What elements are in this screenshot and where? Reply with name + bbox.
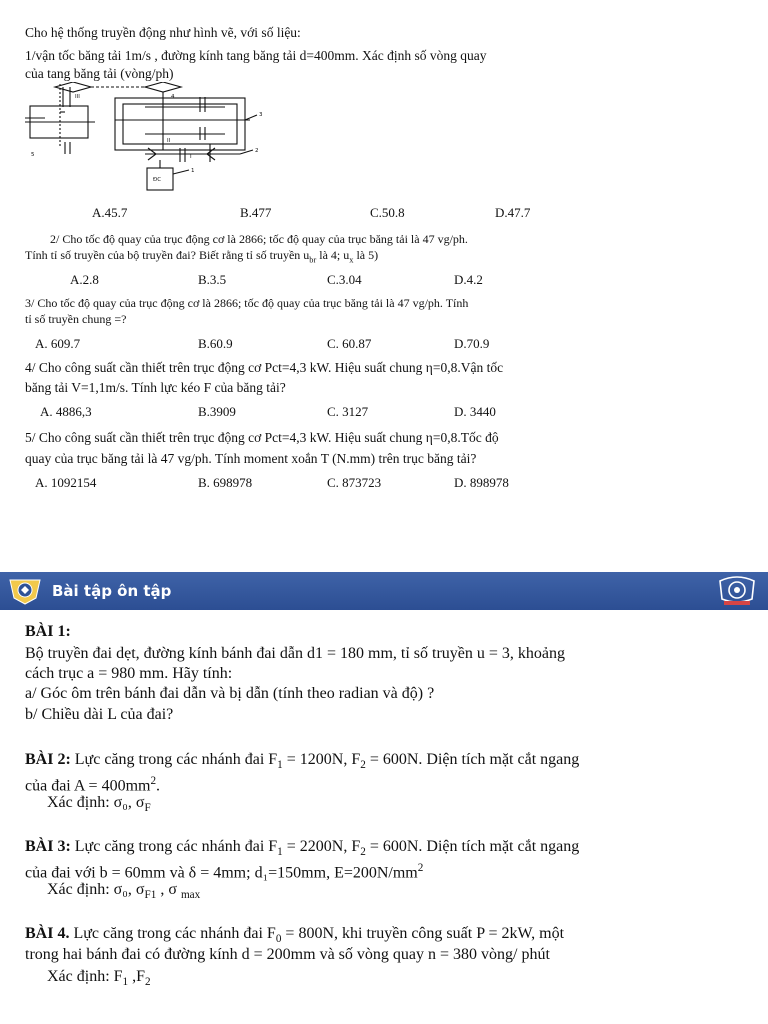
q4-option-d[interactable]: D. 3440 <box>454 404 496 419</box>
q5-option-a[interactable]: A. 1092154 <box>35 475 97 490</box>
q5-text: 5/ Cho công suất cần thiết trên trục động cơ Pct=4,3 kW. Hiệu suất chung η=0,8.Tốc độ <box>25 430 499 445</box>
q3-text: 3/ Cho tốc độ quay của trục động cơ là 2866; tốc độ quay của trục băng tải là 47 vg/ph. Tính <box>25 296 469 310</box>
q2-text: 2/ Cho tốc độ quay của trục động cơ là 2866; tốc độ quay của trục băng tải là 47 vg/ph. <box>50 232 468 246</box>
bai1-heading: BÀI 1: <box>25 623 71 640</box>
q4-text-2: băng tải V=1,1m/s. Tính lực kéo F của băng tải? <box>25 380 286 395</box>
q1-option-d[interactable]: D.47.7 <box>495 205 531 220</box>
q2-text-2: Tính tỉ số truyền của bộ truyền đai? Biết rằng tỉ số truyền $u_{br}$ là 4; $u_x$ là 5) <box>25 248 379 265</box>
diagram-label-i: I <box>190 154 192 160</box>
bai3-text: BÀI 3: Lực căng trong các nhánh đai $F_1 = 2200N$, $F_2 = 600N$. Diện tích mặt cắt ngang <box>25 838 580 859</box>
diagram-label-ii: II <box>167 138 171 144</box>
diagram-label-4: 4 <box>171 94 175 100</box>
brand-logo-icon <box>712 575 762 607</box>
q5-option-d[interactable]: D. 898978 <box>454 475 509 490</box>
q3-option-b[interactable]: B.60.9 <box>198 336 233 351</box>
q3-text-2: tỉ số truyền chung =? <box>25 312 127 326</box>
bai2-text-3: Xác định: σ₀, $\sigma_F$ <box>47 794 151 815</box>
bai2-text: BÀI 2: Lực căng trong các nhánh đai $F_1 = 1200N$, $F_2 = 600N$. Diện tích mặt cắt ngang <box>25 751 580 772</box>
q2-option-a[interactable]: A.2.8 <box>70 272 99 287</box>
q5-option-b[interactable]: B. 698978 <box>198 475 253 490</box>
q3-option-d[interactable]: D.70.9 <box>454 336 490 351</box>
page-gap <box>0 500 768 572</box>
bai1-text-3: a/ Góc ôm trên bánh đai dẫn và bị dẫn (tính theo radian và độ) ? <box>25 685 435 702</box>
q1-option-c[interactable]: C.50.8 <box>370 205 405 220</box>
q1-intro: Cho hệ thống truyền động như hình vẽ, với số liệu: <box>25 25 301 40</box>
q4-option-c[interactable]: C. 3127 <box>327 404 369 419</box>
q4-option-b[interactable]: B.3909 <box>198 404 236 419</box>
q5-text-2: quay của trục băng tải là 47 vg/ph. Tính moment xoắn T (N.mm) trên trục băng tải? <box>25 451 477 466</box>
diagram-label-5: 5 <box>31 152 35 158</box>
q3-option-c[interactable]: C. 60.87 <box>327 336 372 351</box>
bai1-text: Bộ truyền đai dẹt, đường kính bánh đai dẫn d1 = 180 mm, tỉ số truyền u = 3, khoảng <box>25 645 565 662</box>
bai2-text-2: của đai $A = 400mm^2$. <box>25 775 161 795</box>
q5-option-c[interactable]: C. 873723 <box>327 475 382 490</box>
school-logo-icon <box>6 576 44 606</box>
banner-title: Bài tập ôn tập <box>52 582 172 600</box>
q1-text: 1/vận tốc băng tải 1m/s , đường kính tang băng tải d=400mm. Xác định số vòng quay <box>25 48 487 63</box>
bai4-text: BÀI 4. Lực căng trong các nhánh đai $F_0 = 800N$, khi truyền công suất P = 2kW, một <box>25 925 565 946</box>
q2-option-c[interactable]: C.3.04 <box>327 272 362 287</box>
slide-header-banner <box>0 572 768 610</box>
q3-option-a[interactable]: A. 609.7 <box>35 336 81 351</box>
diagram-label-2: 2 <box>255 148 259 154</box>
q4-text: 4/ Cho công suất cần thiết trên trục động cơ Pct=4,3 kW. Hiệu suất chung η=0,8.Vận tốc <box>25 360 504 375</box>
bai4-text-3: Xác định: $F_1$ $,F_2$ <box>47 968 151 989</box>
bai1-text-4: b/ Chiều dài L của đai? <box>25 706 174 723</box>
q1-option-b[interactable]: B.477 <box>240 205 272 220</box>
q1-option-a[interactable]: A.45.7 <box>92 205 128 220</box>
q2-option-b[interactable]: B.3.5 <box>198 272 227 287</box>
q1-text-2: của tang băng tải (vòng/ph) <box>25 66 174 81</box>
q2-option-d[interactable]: D.4.2 <box>454 272 483 287</box>
bai3-text-3: Xác định: σ₀, $\sigma_{F1}$ , σ $_{max}$ <box>47 881 201 902</box>
diagram-label-motor: ĐC <box>153 177 162 183</box>
diagram-label-3: 3 <box>259 112 263 118</box>
diagram-label-iii: III <box>75 94 80 100</box>
diagram-label-1: 1 <box>191 168 195 174</box>
bai4-text-2: trong hai bánh đai có đường kính d = 200mm và số vòng quay n = 380 vòng/ phút <box>25 946 550 963</box>
bai3-text-2: của đai với b = 60mm và δ = 4mm; d₁=150mm, $E=200N/mm^2$ <box>25 862 424 882</box>
q4-option-a[interactable]: A. 4886,3 <box>40 404 92 419</box>
transmission-diagram <box>25 82 275 194</box>
bai1-text-2: cách trục a = 980 mm. Hãy tính: <box>25 665 233 682</box>
